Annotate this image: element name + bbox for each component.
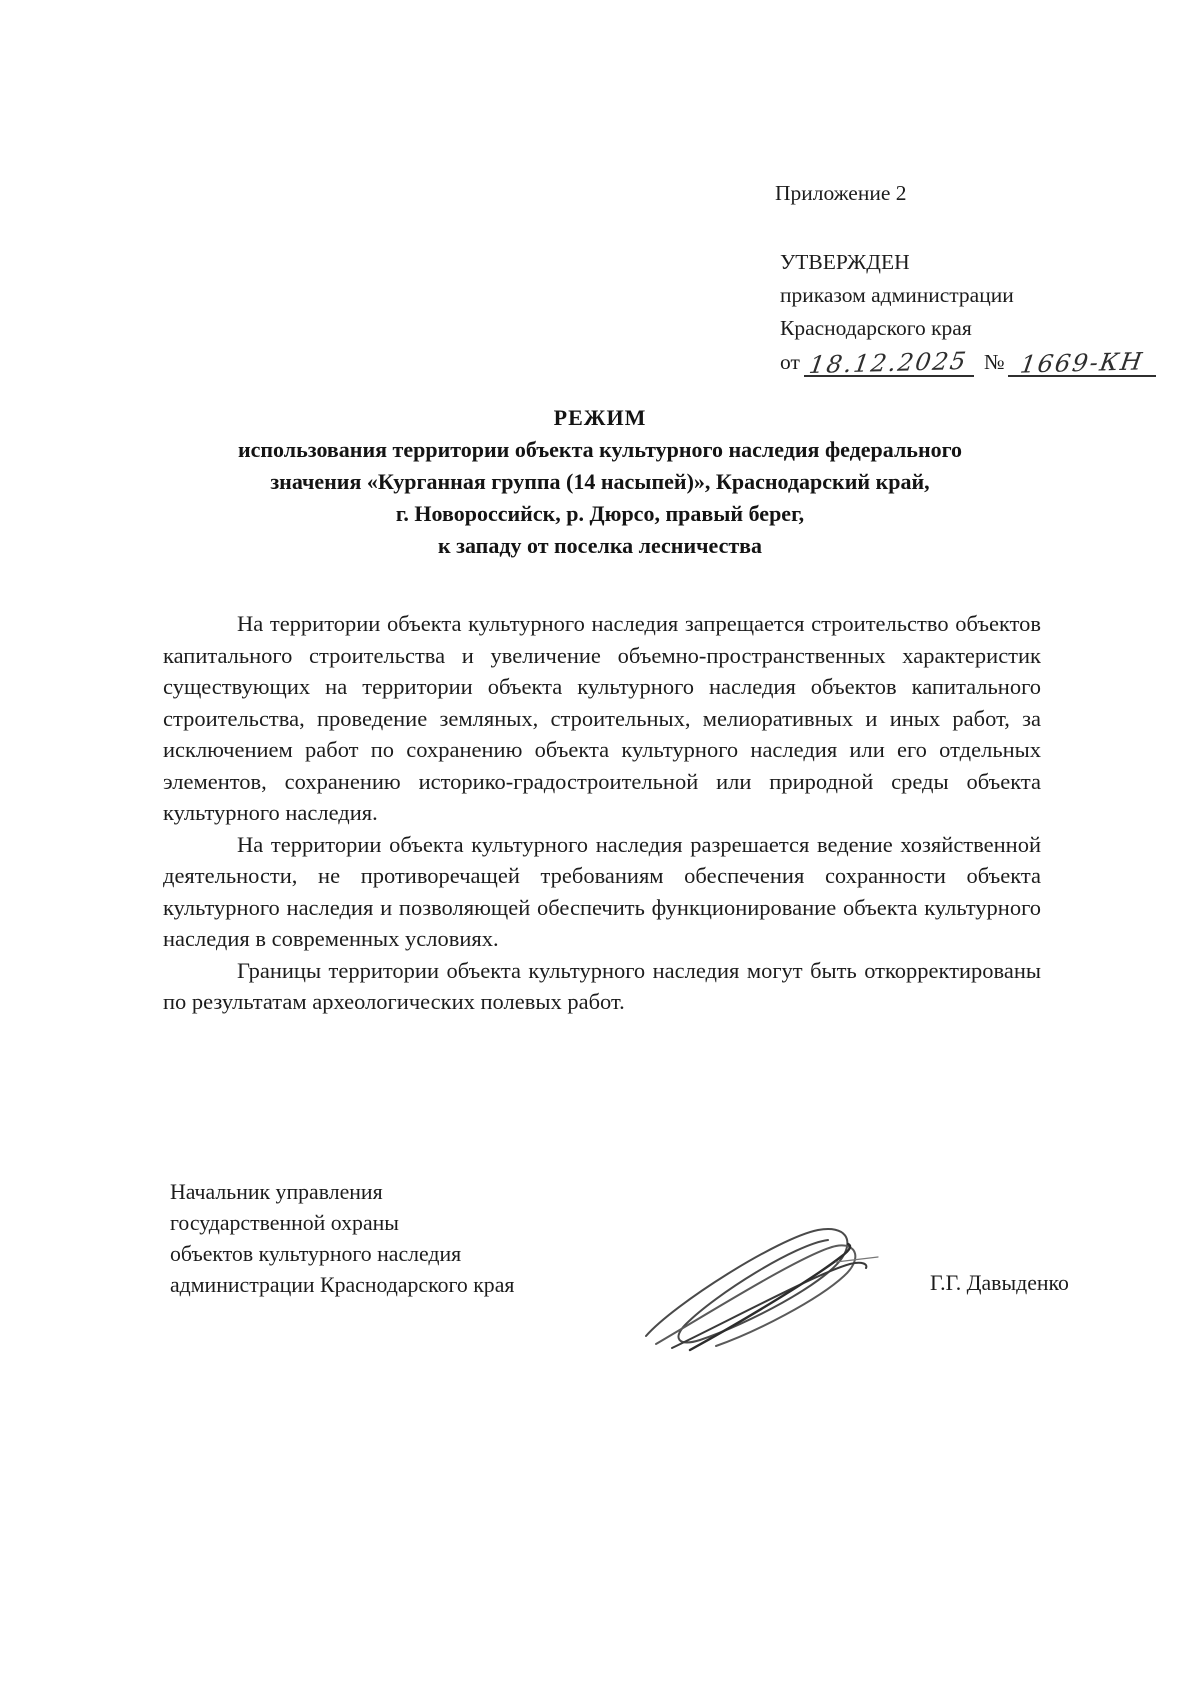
- body-text: [163, 608, 1041, 1018]
- signer-position-line: государственной охраны: [170, 1211, 399, 1235]
- paragraph-permissions: На территории объекта культурного наследия разрешается ведение хозяйственной деятельности, не противоречащей требованиям обеспечения сохранности объекта культурного наследия и позволяющей обеспечить функционирование объекта культурного наследия в современных условиях.: [163, 831, 1041, 951]
- signer-position-block: [170, 1177, 514, 1301]
- paragraph-boundaries: Границы территории объекта культурного наследия могут быть откорректированы по результатам археологических полевых работ.: [163, 957, 1041, 1014]
- appendix-label: Приложение 2: [775, 181, 907, 205]
- paragraph-prohibitions: На территории объекта культурного наследия запрещается строительство объектов капитального строительства и увеличение объемно-пространственных характеристик существующих на территории объекта культурного наследия объектов капитального строительства, проведение земляных, строительных, мелиоративных и иных работ, за исключением работ по сохранению объекта культурного наследия или его отдельных элементов, сохранению историко-градостроительной или природной среды объекта культурного наследия.: [163, 611, 1041, 825]
- signature-flourish-icon: [638, 1220, 882, 1354]
- number-sign-label: №: [983, 350, 1005, 374]
- approval-block: [780, 246, 1156, 379]
- signer-position-line: объектов культурного наследия: [170, 1242, 462, 1266]
- signer-position-line: Начальник управления: [170, 1180, 383, 1204]
- title-heading: РЕЖИМ: [553, 405, 647, 430]
- date-prefix-label: от: [780, 350, 800, 374]
- signer-position-line: администрации Краснодарского края: [170, 1273, 515, 1297]
- handwritten-number: 1669-КН: [1018, 347, 1146, 379]
- title-line: к западу от поселка лесничества: [437, 533, 763, 558]
- signer-name: Г.Г. Давыденко: [930, 1271, 1069, 1295]
- title-line: г. Новороссийск, р. Дюрсо, правый берег,: [395, 501, 805, 526]
- approval-by-line1: приказом администрации: [780, 283, 1014, 307]
- document-title: [161, 402, 1039, 562]
- approval-by-line2: Краснодарского края: [780, 316, 972, 340]
- title-line: использования территории объекта культурного наследия федерального: [237, 437, 963, 462]
- handwritten-date: 18.12.2025: [807, 346, 970, 380]
- approval-date-row: [780, 346, 1156, 379]
- number-underline: [1008, 348, 1156, 377]
- approval-status: УТВЕРЖДЕН: [780, 250, 910, 274]
- date-underline: [804, 346, 974, 380]
- title-line: значения «Курганная группа (14 насыпей)», Краснодарский край,: [270, 469, 930, 494]
